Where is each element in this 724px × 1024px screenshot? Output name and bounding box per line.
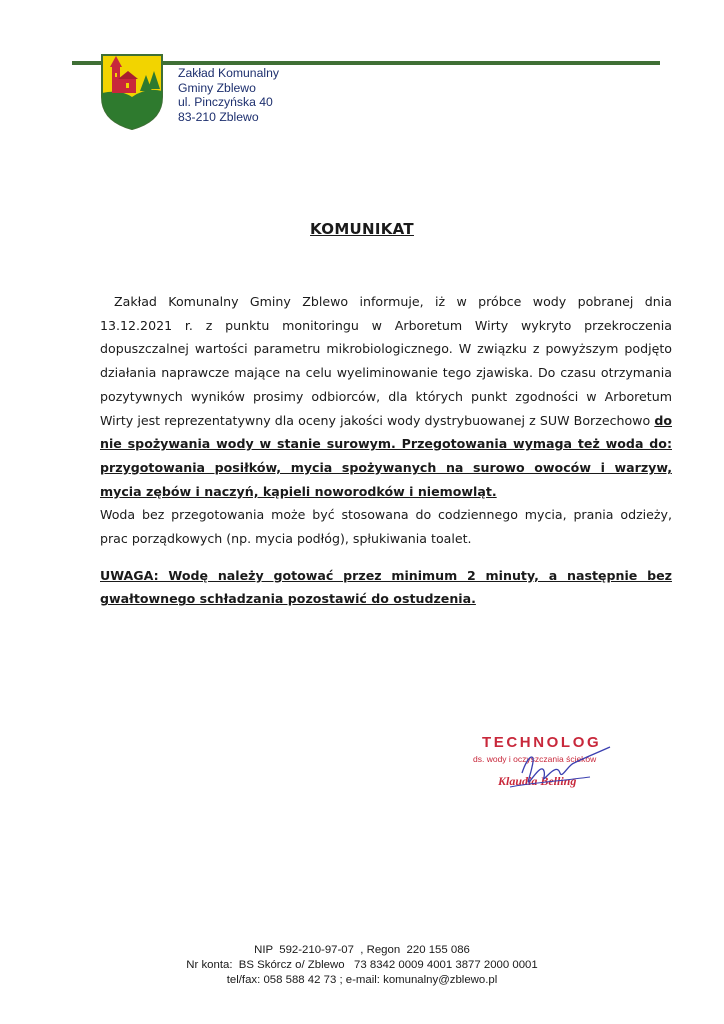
organization-address xyxy=(178,66,279,124)
footer xyxy=(0,943,724,988)
postal-city: 83-210 Zblewo xyxy=(178,109,259,124)
paragraph-allowed-uses: Woda bez przegotowania może być stosowana do codziennego mycia, prania odzieży, prac porządkowych (np. mycia podłóg), spłukiwania toalet. xyxy=(100,507,672,547)
footer-bank-account: Nr konta: BS Skórcz o/ Zblewo 73 8342 0009 4001 3877 2000 0001 xyxy=(186,959,538,971)
stamp-title: TECHNOLOG xyxy=(482,734,602,751)
coat-of-arms-logo xyxy=(100,53,164,131)
paragraph-announcement xyxy=(100,290,672,503)
street-address: ul. Pinczyńska 40 xyxy=(178,95,273,109)
announcement-text: Zakład Komunalny Gminy Zblewo informuje, iż w próbce wody pobranej dnia 13.12.2021 r. z punktu monitoringu w Arboretum Wirty wykryto przekroczenia dopuszczalnej wartości parametru mikrobiologicznego. W związku z powyższym podjęto działania naprawcze mające na celu wyeliminowanie tego zjawiska. Do czasu otrzymania pozytywnych wyników prosimy odbiorców, dla których punkt zgodności w Arboretum Wirty jest reprezentatywny dla oceny jakości wody dystrybuowanej z SUW Borzechowo xyxy=(100,294,672,428)
document-body xyxy=(100,290,672,611)
org-name-line1: Zakład Komunalny xyxy=(178,66,279,80)
footer-contact: tel/fax: 058 588 42 73 ; e-mail: komunalny@zblewo.pl xyxy=(226,974,498,986)
warning-note: UWAGA: Wodę należy gotować przez minimum 2 minuty, a następnie bez gwałtownego schładzania pozostawić do ostudzenia. xyxy=(100,567,672,607)
stamp-subtitle: ds. wody i oczyszczania ścieków xyxy=(473,754,597,764)
footer-tax-ids: NIP 592-210-97-07 , Regon 220 155 086 xyxy=(254,944,470,956)
org-name-line2: Gminy Zblewo xyxy=(178,80,256,95)
stamp-name: Klaudia Belling xyxy=(498,774,577,788)
boiling-instructions: do nie spożywania wody w stanie surowym. Przegotowania wymaga też woda do: przygotowania posiłków, mycia spożywanych na surowo owoców i warzyw, mycia zębów i naczyń, kąpieli noworodków i niemowląt. xyxy=(100,412,672,499)
document-title: KOMUNIKAT xyxy=(310,220,414,238)
handwritten-signature xyxy=(470,725,630,810)
